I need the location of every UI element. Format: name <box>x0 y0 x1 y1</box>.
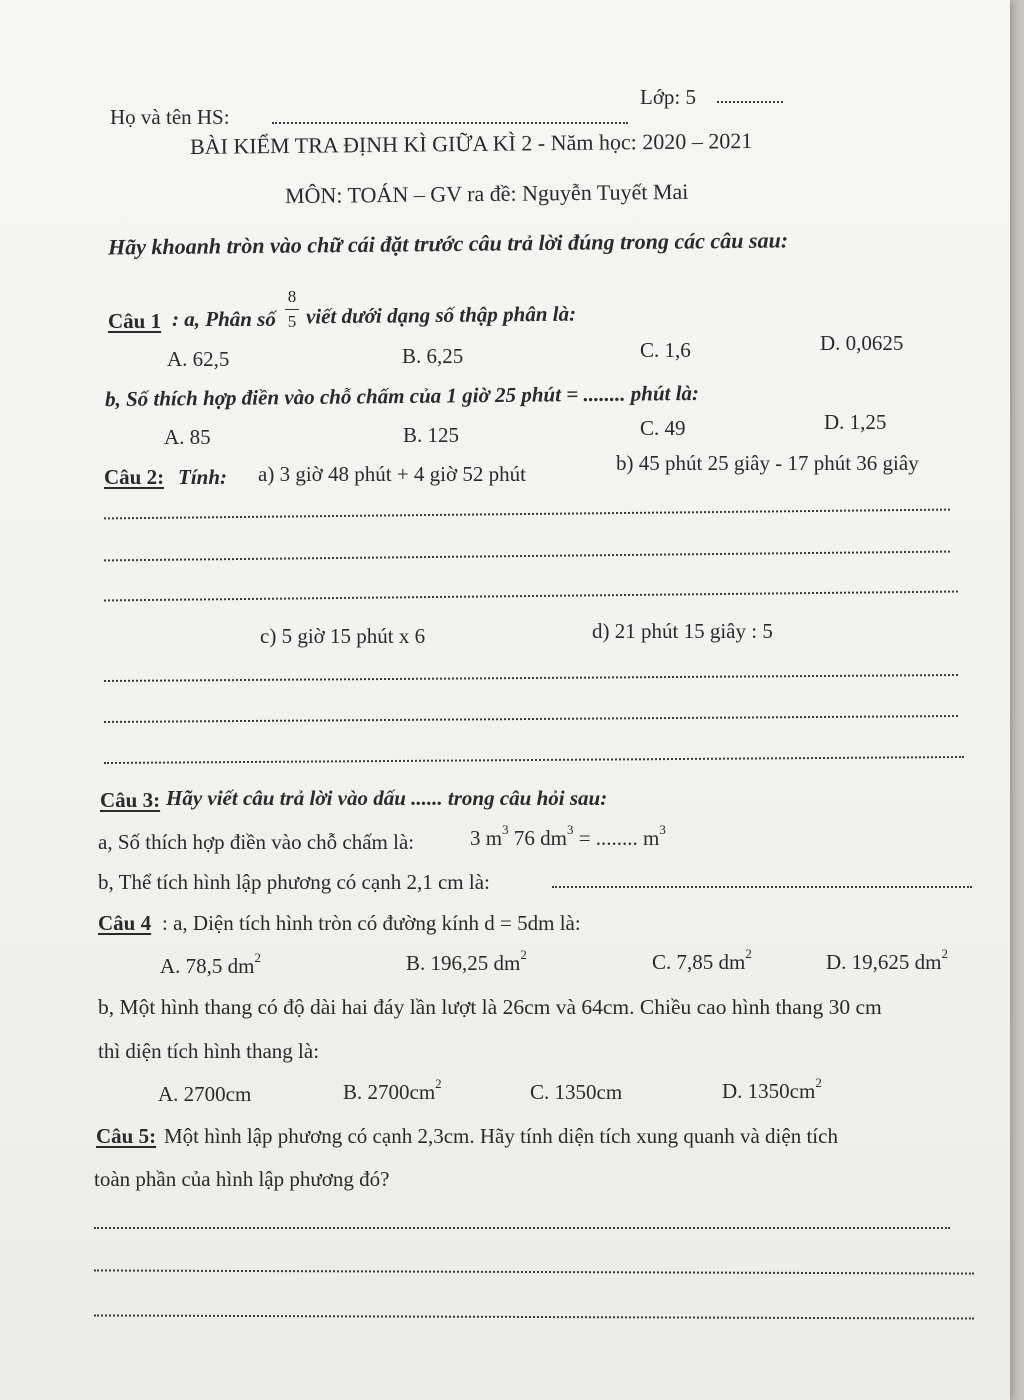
q2-answer-line[interactable] <box>104 509 950 520</box>
q4b-option-b-exp: 2 <box>435 1076 442 1091</box>
class-blank[interactable] <box>717 101 783 103</box>
q1a-option-a[interactable]: A. 62,5 <box>167 347 230 371</box>
q1b-option-a[interactable]: A. 85 <box>164 425 211 449</box>
instruction: Hãy khoanh tròn vào chữ cái đặt trước câu trả lời đúng trong các câu sau: <box>107 227 789 260</box>
q5-answer-line[interactable] <box>94 1314 974 1319</box>
q4a-option-d-text: D. 19,625 dm <box>826 950 942 974</box>
q1a-option-d[interactable]: D. 0,0625 <box>820 331 904 355</box>
q1a-fraction <box>285 287 299 332</box>
q4a-option-a-text: A. 78,5 dm <box>160 954 255 978</box>
q4-label: Câu 4 <box>98 911 152 935</box>
q1b-option-d[interactable]: D. 1,25 <box>824 410 887 434</box>
q1a-denominator: 5 <box>287 312 297 331</box>
q4b-option-c[interactable]: C. 1350cm <box>530 1080 623 1104</box>
q2-answer-line[interactable] <box>104 591 958 602</box>
q3a-text: a, Số thích hợp điền vào chỗ chấm là: <box>98 830 415 854</box>
exam-subject: MÔN: TOÁN – GV ra đề: Nguyễn Tuyết Mai <box>284 178 689 209</box>
q4a-option-c[interactable] <box>652 946 752 974</box>
q4a-option-b[interactable] <box>406 947 527 975</box>
q2-answer-line[interactable] <box>104 715 958 723</box>
q4b-option-d-exp: 2 <box>815 1075 822 1090</box>
q4b-text-line1: b, Một hình thang có độ dài hai đáy lần lượt là 26cm và 64cm. Chiều cao hình thang 30 cm <box>98 995 882 1019</box>
q2-answer-line[interactable] <box>104 551 950 562</box>
q5-label: Câu 5: <box>96 1124 157 1148</box>
q3a-exp-1: 3 <box>502 822 509 837</box>
q3a-expr-part3: = ........ m <box>573 826 660 850</box>
q2-label: Câu 2: <box>104 465 165 489</box>
q1a-option-c[interactable]: C. 1,6 <box>640 338 691 362</box>
q2-answer-line[interactable] <box>104 674 958 682</box>
q4a-option-d[interactable] <box>826 946 948 974</box>
q1b-option-c[interactable]: C. 49 <box>640 416 686 440</box>
q2-part-a: a) 3 giờ 48 phút + 4 giờ 52 phút <box>258 462 526 486</box>
q4b-text-line2: thì diện tích hình thang là: <box>98 1039 320 1063</box>
q1b-option-b[interactable]: B. 125 <box>403 423 460 447</box>
exam-title: BÀI KIỂM TRA ĐỊNH KÌ GIỮA KÌ 2 - Năm học: 2020 – 2021 <box>189 128 753 159</box>
q4b-option-a[interactable]: A. 2700cm <box>158 1082 252 1106</box>
q4b-option-b-text: B. 2700cm <box>343 1080 436 1104</box>
q4a-text: : a, Diện tích hình tròn có đường kính d = 5dm là: <box>162 911 581 935</box>
q2-part-b: b) 45 phút 25 giây - 17 phút 36 giây <box>616 451 919 475</box>
q3b-text: b, Thể tích hình lập phương có cạnh 2,1 cm là: <box>98 870 490 894</box>
q1a-numerator: 8 <box>287 287 297 306</box>
q2-answer-line[interactable] <box>104 756 964 764</box>
q4b-option-d[interactable] <box>722 1075 822 1103</box>
q4a-option-a-exp: 2 <box>254 950 261 965</box>
q4a-option-c-exp: 2 <box>745 946 752 961</box>
q2-part-d: d) 21 phút 15 giây : 5 <box>592 619 773 643</box>
q3a-exp-3: 3 <box>659 822 666 837</box>
q1b-text: b, Số thích hợp điền vào chỗ chấm của 1 giờ 25 phút = ........ phút là: <box>104 380 700 412</box>
q5-answer-line[interactable] <box>94 1227 950 1229</box>
q5-text-line1: Một hình lập phương có cạnh 2,3cm. Hãy tính diện tích xung quanh và diện tích <box>164 1124 838 1148</box>
q1-label: Câu 1 <box>108 309 162 333</box>
q4a-option-b-text: B. 196,25 dm <box>406 951 521 975</box>
fraction-bar <box>285 309 299 310</box>
q3a-expr-part1: 3 m <box>470 826 503 850</box>
student-name-label: Họ và tên HS: <box>110 105 230 129</box>
q5-answer-line[interactable] <box>94 1269 974 1274</box>
q4b-option-b[interactable] <box>343 1076 442 1104</box>
q3-title: Hãy viết câu trả lời vào dấu ...... trong câu hỏi sau: <box>166 786 608 810</box>
q4a-option-d-exp: 2 <box>941 946 948 961</box>
q3a-expression <box>470 822 666 850</box>
q1a-suffix: viết dưới dạng số thập phân là: <box>305 301 577 329</box>
q4a-option-a[interactable] <box>160 950 261 978</box>
q1a-prefix: : a, Phân số <box>172 307 276 331</box>
student-name-blank[interactable] <box>272 122 628 124</box>
class-label: Lớp: 5 <box>640 85 697 109</box>
q1a-option-b[interactable]: B. 6,25 <box>402 344 464 368</box>
q3b-answer-blank[interactable] <box>552 886 972 888</box>
q4b-option-d-text: D. 1350cm <box>722 1079 816 1103</box>
q3a-expr-part2: 76 dm <box>508 826 567 850</box>
q2-title: Tính: <box>178 465 228 489</box>
q4a-option-c-text: C. 7,85 dm <box>652 950 746 974</box>
q2-part-c: c) 5 giờ 15 phút x 6 <box>260 624 426 648</box>
q3-label: Câu 3: <box>100 788 161 812</box>
q4a-option-b-exp: 2 <box>520 947 527 962</box>
q5-text-line2: toàn phần của hình lập phương đó? <box>94 1167 390 1191</box>
q3a-exp-2: 3 <box>566 822 574 837</box>
